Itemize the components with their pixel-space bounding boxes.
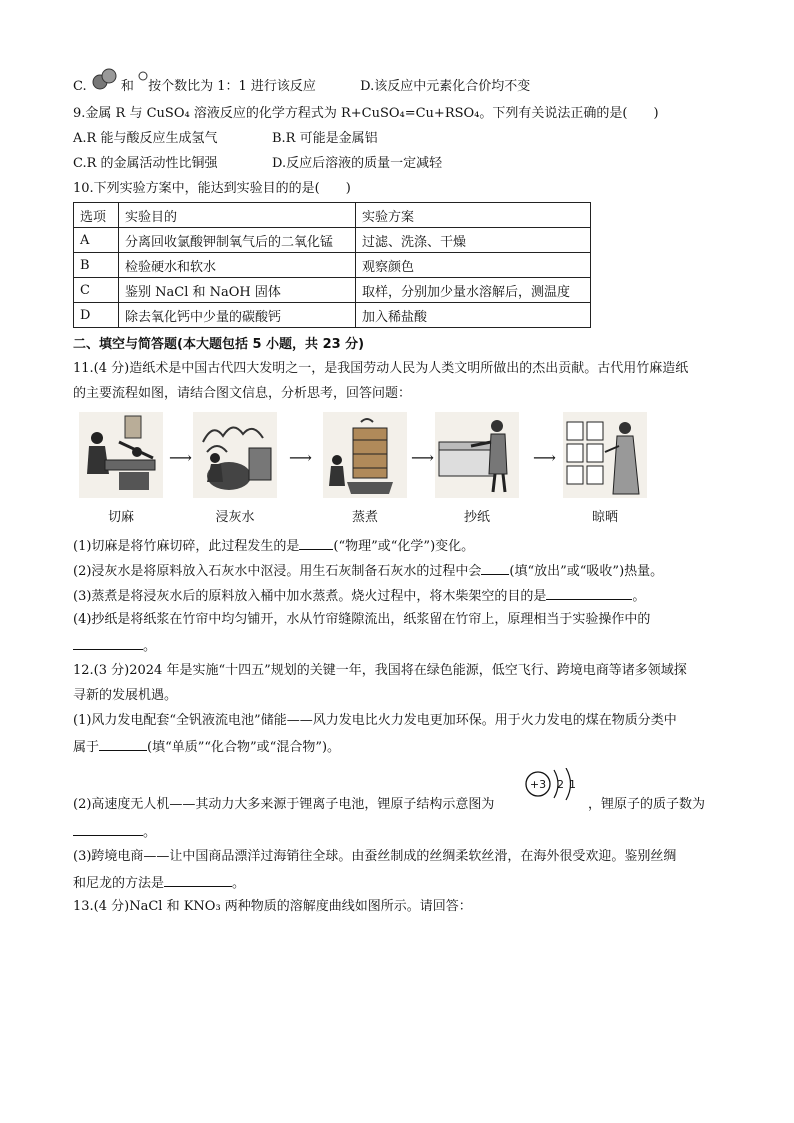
q12-part3-line2	[73, 873, 245, 893]
table-header-cell: 实验方案	[356, 203, 591, 228]
answer-blank[interactable]	[73, 822, 143, 836]
q9-option-d: D.反应后溶液的质量一定减轻	[272, 156, 443, 171]
table-cell: 除去氧化钙中少量的碳酸钙	[119, 303, 356, 328]
q12-part1-text-end: (填“单质”“化合物”或“混合物”)。	[147, 740, 341, 755]
table-row	[74, 303, 591, 328]
q12-part1-line2	[73, 737, 340, 757]
q8-option-d: D.该反应中元素化合价均不变	[360, 79, 531, 94]
answer-blank[interactable]	[481, 561, 509, 575]
answer-blank[interactable]	[164, 873, 232, 887]
q9-stem: 9.金属 R 与 CuSO₄ 溶液反应的化学方程式为 R+CuSO₄=Cu+RSO₄。下列有关说法正确的是( )	[73, 106, 659, 121]
q13-stem: 13.(4 分)NaCl 和 KNO₃ 两种物质的溶解度曲线如图所示。请回答：	[73, 899, 472, 914]
table-cell: 检验硬水和软水	[119, 253, 356, 278]
electron-shell-2: 1	[569, 778, 576, 791]
arrow-icon: ⟶	[411, 448, 434, 467]
steaming-illustration	[323, 412, 407, 498]
q12-part1-text: 属于	[73, 740, 100, 755]
q9-option-b: B.R 可能是金属铝	[272, 131, 378, 146]
cutting-hemp-illustration	[79, 412, 163, 498]
q12-part2	[73, 796, 494, 814]
experiment-table	[73, 202, 591, 328]
single-atom-icon	[138, 70, 148, 92]
papermaking-flow-diagram	[73, 412, 663, 527]
arrow-icon: ⟶	[169, 448, 192, 467]
step-label: 晾晒	[591, 510, 618, 525]
drying-illustration	[563, 412, 647, 498]
q11-stem-line2: 的主要流程如图，请结合图文信息，分析思考，回答问题：	[73, 386, 412, 401]
answer-blank[interactable]	[73, 636, 143, 650]
answer-blank[interactable]	[99, 737, 147, 751]
electron-shell-1: 2	[557, 778, 564, 791]
q11-part4: (4)抄纸是将纸浆在竹帘中均匀铺开，水从竹帘缝隙流出，纸浆留在竹帘上，原理相当于实验操作中的	[73, 612, 651, 627]
step-label: 切麻	[107, 510, 134, 525]
table-cell: C	[74, 278, 119, 303]
q8-option-c-prefix: C.	[73, 79, 87, 94]
q11-part4-text-end: 。	[143, 639, 157, 654]
q8-option-c-text: 按个数比为 1：1 进行该反应	[148, 79, 316, 94]
q11-part2-text: (2)浸灰水是将原料放入石灰水中沤浸。用生石灰制备石灰水的过程中会	[73, 564, 482, 579]
arrow-icon: ⟶	[289, 448, 312, 467]
paper-scooping-illustration	[435, 412, 519, 498]
q11-part3-text-end: 。	[632, 589, 646, 604]
q8-option-c-and: 和	[120, 79, 134, 94]
q11-part3	[73, 586, 645, 606]
q12-part2-answer	[73, 822, 156, 842]
step-label: 蒸煮	[351, 510, 378, 525]
table-cell: 加入稀盐酸	[356, 303, 591, 328]
table-row	[74, 278, 591, 303]
table-cell: A	[74, 228, 119, 253]
table-header-cell: 选项	[74, 203, 119, 228]
q11-part1-text-end: (“物理”或“化学”)变化。	[333, 539, 475, 554]
q12-stem-line1: 12.(3 分)2024 年是实施“十四五”规划的关键一年，我国将在绿色能源，低空飞行、跨境电商等诸多领域探	[73, 663, 687, 678]
nucleus-charge: +3	[529, 778, 547, 791]
q12-part3-text-end: 。	[232, 876, 246, 891]
q8-options-line	[73, 78, 530, 96]
q12-part2-text-end: 。	[143, 825, 157, 840]
q11-part4-answer	[73, 636, 156, 656]
q12-stem-line2: 寻新的发展机遇。	[73, 688, 178, 703]
table-cell: B	[74, 253, 119, 278]
q11-stem-line1: 11.(4 分)造纸术是中国古代四大发明之一，是我国劳动人民为人类文明所做出的杰出贡献。古代用竹麻造纸	[73, 361, 689, 376]
step-label: 浸灰水	[215, 510, 255, 525]
q11-part2	[73, 561, 663, 581]
lithium-atom-structure-icon	[524, 768, 586, 808]
table-cell: 鉴别 NaCl 和 NaOH 固体	[119, 278, 356, 303]
table-cell: 取样，分别加少量水溶解后，测温度	[356, 278, 591, 303]
table-cell: 观察颜色	[356, 253, 591, 278]
lime-water-illustration	[193, 412, 277, 498]
q11-part1	[73, 536, 474, 556]
table-cell: D	[74, 303, 119, 328]
q12-part3-text: 和尼龙的方法是	[73, 876, 165, 891]
step-label: 抄纸	[463, 510, 490, 525]
table-cell: 过滤、洗涤、干燥	[356, 228, 591, 253]
q12-part2-text: (2)高速度无人机——其动力大多来源于锂离子电池，锂原子结构示意图为	[73, 797, 495, 812]
answer-blank[interactable]	[546, 586, 632, 600]
table-header-cell: 实验目的	[119, 203, 356, 228]
q12-part1-line1: (1)风力发电配套“全钒液流电池”储能——风力发电比火力发电更加环保。用于火力发电的煤在物质分类中	[73, 713, 677, 728]
q9-option-a: A.R 能与酸反应生成氢气	[73, 131, 218, 146]
q11-part3-text: (3)蒸煮是将浸灰水后的原料放入桶中加水蒸煮。烧火过程中，将木柴架空的目的是	[73, 589, 547, 604]
table-header-row	[74, 203, 591, 228]
q11-part2-text-end: (填“放出”或“吸收”)热量。	[509, 564, 664, 579]
arrow-icon: ⟶	[533, 448, 556, 467]
q12-part2-end: ，锂原子的质子数为	[588, 797, 706, 812]
molecule-pair-icon	[91, 68, 117, 92]
section-heading: 二、填空与简答题(本大题包括 5 小题，共 23 分)	[73, 337, 365, 352]
q10-stem: 10.下列实验方案中，能达到实验目的的是( )	[73, 181, 351, 196]
q9-option-c: C.R 的金属活动性比铜强	[73, 156, 218, 171]
table-row	[74, 253, 591, 278]
q11-part1-text: (1)切麻是将竹麻切碎，此过程发生的是	[73, 539, 300, 554]
answer-blank[interactable]	[299, 536, 333, 550]
table-cell: 分离回收氯酸钾制氧气后的二氧化锰	[119, 228, 356, 253]
table-row	[74, 228, 591, 253]
q12-part3-line1: (3)跨境电商——让中国商品漂洋过海销往全球。由蚕丝制成的丝绸柔软丝滑，在海外很受欢迎。鉴别丝绸	[73, 849, 677, 864]
